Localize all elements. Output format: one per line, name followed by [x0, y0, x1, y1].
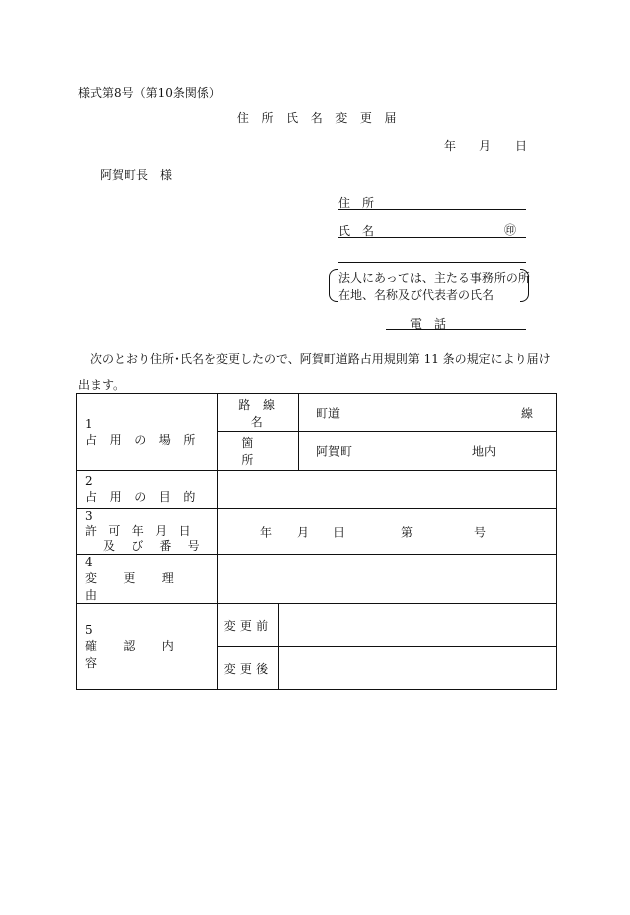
- place-label: [218, 432, 299, 471]
- corp-note: [329, 267, 529, 303]
- after-label: 変更後: [218, 647, 279, 690]
- corp-note-line1: 法人にあっては、主たる事務所の所: [338, 271, 530, 285]
- document-title: 住所氏名変更届: [236, 111, 410, 125]
- row2-label: [77, 471, 218, 509]
- row2-text: 占用の目的: [85, 490, 209, 504]
- route-label: 路線名: [218, 394, 299, 432]
- permit-month: 月: [297, 525, 310, 539]
- name-field[interactable]: [338, 222, 526, 238]
- permit-dai: 第: [401, 525, 414, 539]
- route-value-cell[interactable]: [299, 394, 557, 432]
- row3-num: 3: [85, 509, 93, 523]
- body-text: 次のとおり住所･氏名を変更したので、阿賀町道路占用規則第 11 条の規定により届け出ます。: [78, 352, 551, 392]
- corp-name-line[interactable]: [338, 262, 526, 263]
- purpose-value-cell[interactable]: [218, 471, 557, 509]
- before-label: 変更前: [218, 604, 279, 647]
- place-suffix: 地内: [472, 444, 497, 459]
- row3-text-line1: 許可年月日: [85, 524, 203, 538]
- row2-num: 2: [85, 474, 93, 488]
- form-number: 様式第8号（第10条関係）: [78, 86, 221, 100]
- tel-label: 電 話: [410, 317, 447, 331]
- date-day: 日: [515, 139, 528, 153]
- row1-num: 1: [85, 416, 93, 431]
- row5-text: 確認内容: [85, 638, 201, 670]
- permit-go: 号: [474, 525, 487, 539]
- permit-value-cell[interactable]: [218, 509, 557, 555]
- addressee: 阿賀町長 様: [100, 168, 173, 182]
- row4-num: 4: [85, 555, 93, 569]
- row4-text: 変更理由: [85, 571, 201, 602]
- permit-day: 日: [333, 525, 346, 539]
- date-year: 年: [444, 139, 457, 153]
- reason-value-cell[interactable]: [218, 555, 557, 604]
- row1-label: [77, 394, 218, 471]
- application-table: [76, 393, 557, 690]
- date-month: 月: [479, 139, 492, 153]
- route-suffix: 線: [521, 406, 534, 420]
- row5-num: 5: [85, 622, 93, 637]
- address-label: 住 所: [338, 196, 375, 210]
- row5-label: [77, 604, 218, 690]
- place-prefix: 阿賀町: [316, 444, 353, 459]
- route-prefix: 町道: [316, 406, 341, 420]
- address-field[interactable]: [338, 194, 526, 210]
- row1-text: 占用の場所: [85, 432, 209, 447]
- corp-note-line2: 在地、名称及び代表者の氏名: [338, 288, 495, 302]
- tel-field[interactable]: [386, 315, 526, 330]
- before-value-cell[interactable]: [279, 604, 557, 647]
- place-label-text: 箇所: [241, 436, 285, 467]
- right-paren: [520, 269, 529, 302]
- name-label: 氏 名: [338, 224, 375, 238]
- after-value-cell[interactable]: [279, 647, 557, 690]
- place-value-cell[interactable]: [299, 432, 557, 471]
- row3-label: [77, 509, 218, 555]
- seal-mark: ㊞: [503, 223, 516, 237]
- permit-year: 年: [260, 525, 273, 539]
- left-paren: [329, 269, 338, 302]
- row3-text-line2: 及び番号: [103, 539, 216, 553]
- row4-label: [77, 555, 218, 604]
